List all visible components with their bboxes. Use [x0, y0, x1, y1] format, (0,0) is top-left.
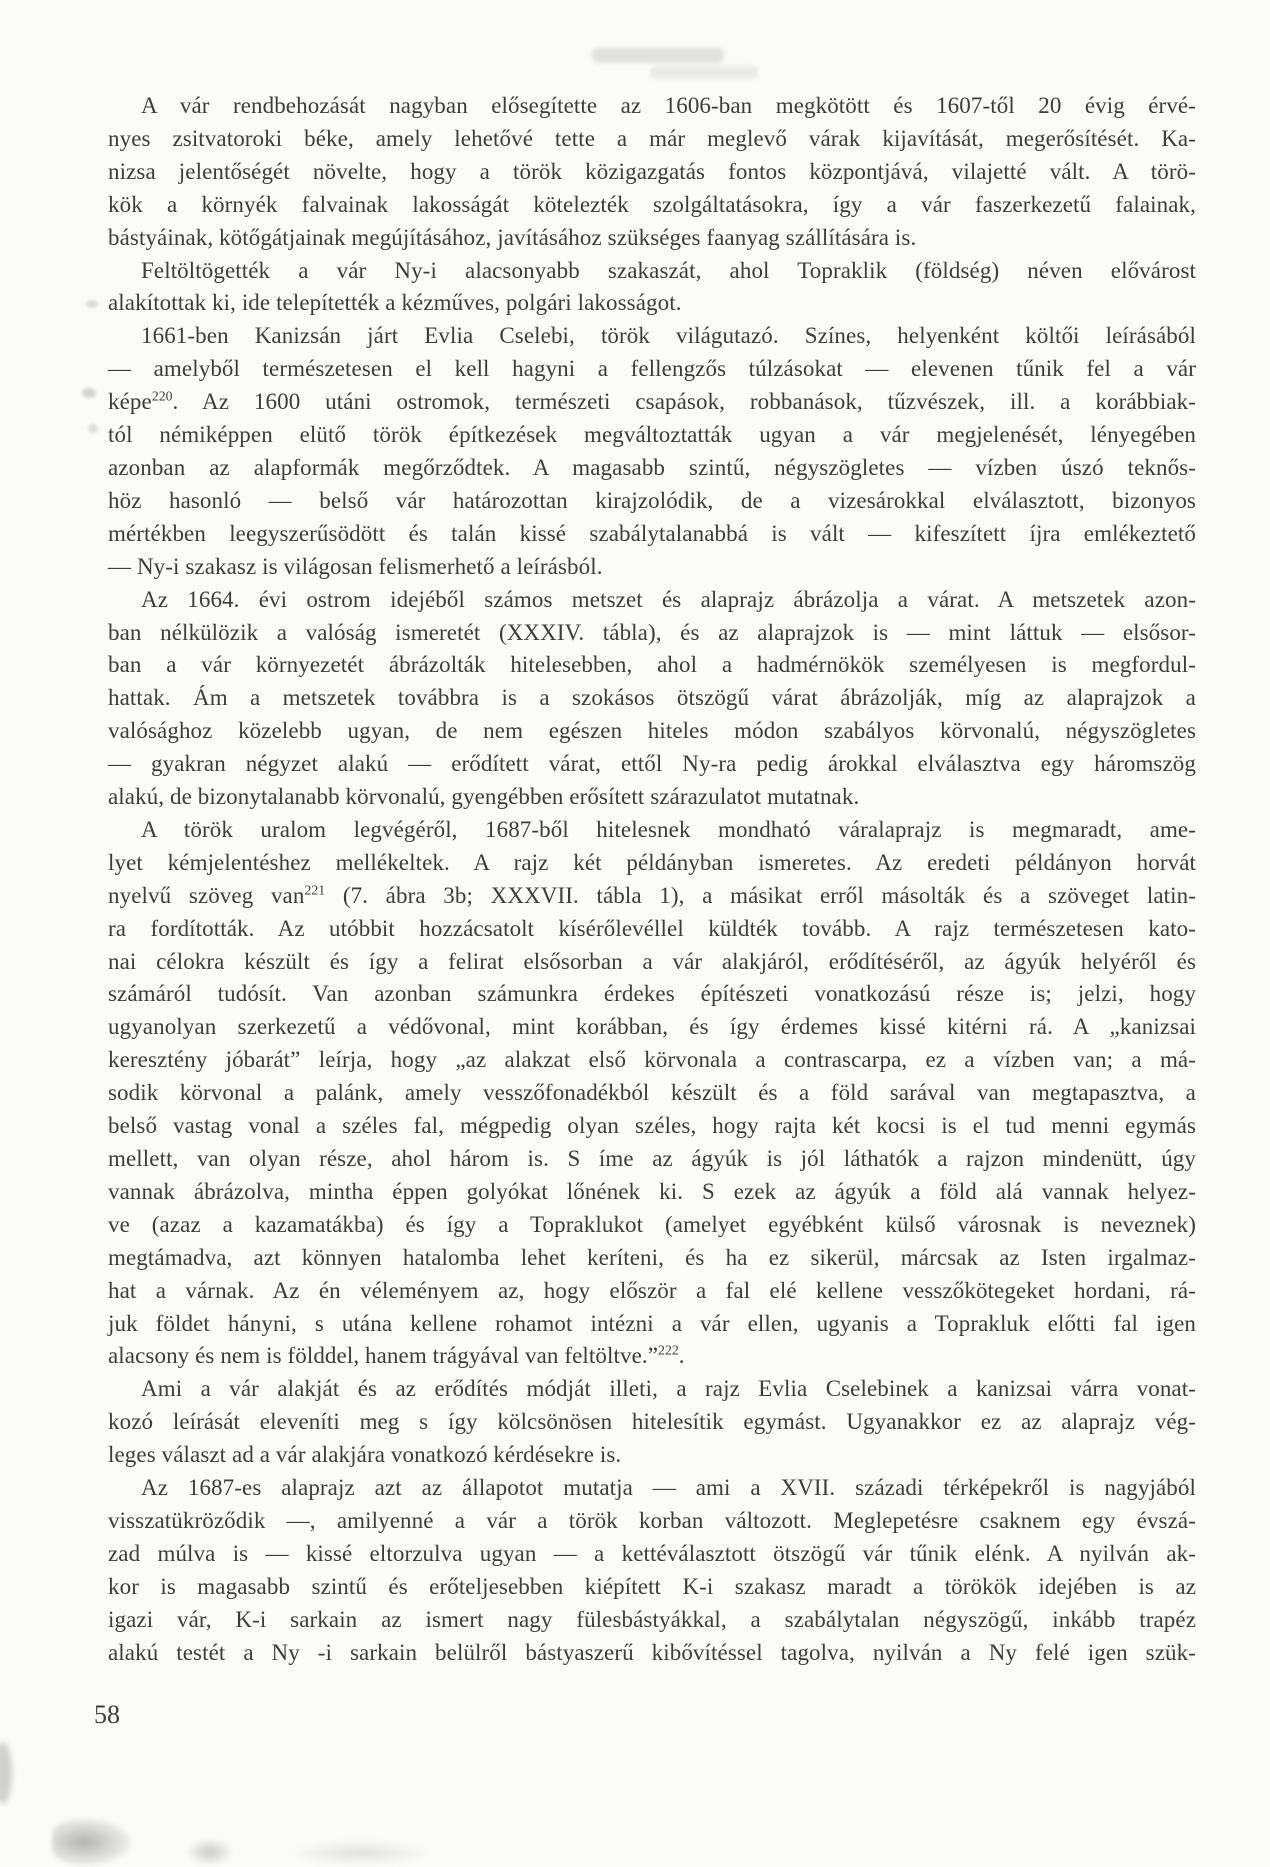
text-line: sodik körvonal a palánk, amely vesszőfonadékból készült és a föld sarával van megtapasztva, a: [108, 1080, 1196, 1106]
scan-smudge-bottom: [52, 1818, 132, 1866]
text-line: kök a környék falvainak lakosságát kötelezték szolgáltatásokra, így a vár faszerkezetű falainak,: [108, 191, 1196, 217]
text-line: azonban az alapformák megőrződtek. A magasabb szintű, négyszögletes — vízben úszó teknős-: [108, 454, 1196, 480]
text-line: juk földet hányni, s utána kellene rohamot intézni a vár ellen, ugyanis a Toprakluk előtti fal igen: [108, 1310, 1196, 1336]
footnote-marker: 220: [151, 388, 173, 404]
text-line: zad múlva is — kissé eltorzulva ugyan — a kettéválasztott ötszögű vár tűnik elénk. A nyilván ak-: [108, 1540, 1196, 1566]
text-line: igazi vár, K-i sarkain az ismert nagy fülesbástyákkal, a szabálytalan négyszögű, inkább trapéz: [108, 1606, 1196, 1632]
text-line: leges választ ad a vár alakjára vonatkozó kérdésekre is.: [108, 1442, 622, 1468]
scan-smudge-bottom: [288, 1840, 433, 1866]
page-number: 58: [94, 1700, 120, 1729]
text-line: Az 1687-es alaprajz azt az állapotot mutatja — ami a XVII. századi térképekről is nagyjából: [141, 1475, 1196, 1501]
scan-speck: [82, 388, 96, 398]
text-line: — amelyből természetesen el kell hagyni a fellengzős túlzásokat — elevenen tűnik fel a vár: [108, 356, 1196, 382]
text-line: alakítottak ki, ide telepítették a kézműves, polgári lakosságot.: [108, 290, 682, 316]
text-line: A török uralom legvégéről, 1687-ből hitelesnek mondható váralaprajz is megmaradt, ame-: [141, 816, 1196, 842]
scan-smudge-top: [592, 48, 724, 63]
text-line: bástyáinak, kötőgátjainak megújításához, javításához szükséges faanyag szállítására is.: [108, 224, 917, 250]
text-line: megtámadva, azt könnyen hatalomba lehet keríteni, és ha ez sikerül, márcsak az Isten irgalmaz-: [108, 1244, 1196, 1270]
text-line: alacsony és nem is földdel, hanem trágyával van feltöltve.”$^{222}$.: [108, 1342, 685, 1369]
scan-smudge-top: [650, 66, 758, 79]
text-line: nyelvű szöveg van$^{221}$ (7. ábra 3b; XXXVII. tábla 1), a másikat erről másolták és a szöveget latin-: [108, 882, 1197, 908]
text-line: vannak ábrázolva, mintha éppen golyókat lőnének ki. S ezek az ágyúk a föld alá vannak helyez-: [108, 1178, 1196, 1204]
text-line: mértékben leegyszerűsödött és talán kissé szabálytalanabbá is vált — kifeszített íjra emlékeztető: [108, 520, 1196, 546]
text-line: Feltöltögették a vár Ny-i alacsonyabb szakaszát, ahol Topraklik (földség) néven elővárost: [141, 257, 1196, 283]
text-line: nizsa jelentőségét növelte, hogy a török közigazgatás fontos központjává, vilajetté vált. A törö-: [108, 158, 1196, 184]
text-line: ban nélkülözik a valóság ismeretét (XXXIV. tábla), és az alaprajzok is — mint láttuk — elsősor-: [108, 619, 1196, 645]
text-line: keresztény jóbarát” leírja, hogy „az alakzat első körvonala a contrascarpa, ez a vízben van; a má-: [108, 1047, 1196, 1073]
footnote-marker: 222: [658, 1342, 679, 1358]
scan-speck: [88, 424, 98, 433]
text-line: ra fordították. Az utóbbit hozzácsatolt kísérőlevéllel küldték tovább. A rajz természetesen kato-: [108, 915, 1196, 941]
text-line: lyet kémjelentéshez mellékeltek. A rajz két példányban ismeretes. Az eredeti példányon horvát: [108, 849, 1196, 875]
text-line: alakú testét a Ny -i sarkain belülről bástyaszerű kibővítéssel tagolva, nyilván a Ny felé igen szük-: [108, 1639, 1196, 1665]
text-line: — Ny-i szakasz is világosan felismerhető a leírásból.: [108, 553, 603, 579]
text-line: höz hasonló — belső vár határozottan kirajzolódik, de a vizesárokkal elválasztott, bizonyos: [108, 487, 1196, 513]
text-line: visszatükröződik —, amilyenné a vár a török korban változott. Meglepetésre csaknem egy évszá-: [108, 1507, 1196, 1533]
scan-smudge-edge: [0, 1742, 12, 1804]
text-line: ugyanolyan szerkezetű a védővonal, mint korábban, és így érdemes kissé kitérni rá. A „kanizsai: [108, 1014, 1196, 1040]
text-line: valósághoz közelebb ugyan, de nem egészen hiteles módon szabályos körvonalú, négyszögletes: [108, 718, 1196, 744]
text-line: hat a várnak. Az én véleményem az, hogy először a fal elé kellene vesszőkötegeket hordani, rá-: [108, 1277, 1196, 1303]
text-line: belső vastag vonal a széles fal, mégpedig olyan széles, hogy rajta két kocsi is el tud menni egymás: [108, 1113, 1196, 1139]
text-line: számáról tudósít. Van azonban számunkra érdekes építészeti vonatkozású része is; jelzi, hogy: [108, 981, 1196, 1007]
text-line: kozó leírását eleveníti meg s így kölcsönösen hitelesítik egymást. Ugyanakkor ez az alaprajz vég-: [108, 1409, 1196, 1435]
footnote-marker: 221: [304, 882, 326, 898]
text-line: A vár rendbehozását nagyban elősegítette az 1606-ban megkötött és 1607-től 20 évig érvé-: [141, 93, 1196, 118]
text-line: — gyakran négyzet alakú — erődített várat, ettől Ny-ra pedig árokkal elválasztva egy háromszög: [108, 751, 1196, 777]
text-line: képe$^{220}$. Az 1600 utáni ostromok, természeti csapások, robbanások, tűzvészek, ill. a korábbiak-: [108, 388, 1196, 415]
text-line: ve (azaz a kazamatákba) és így a Topraklukot (amelyet egyébként külső városnak is neveznek): [108, 1211, 1196, 1237]
text-line: 1661-ben Kanizsán járt Evlia Cselebi, török világutazó. Színes, helyenként költői leírásából: [141, 323, 1196, 349]
text-line: tól némiképpen elütő török építkezések megváltoztatták ugyan a vár megjelenését, lényegében: [108, 422, 1196, 448]
text-line: mellett, van olyan része, ahol három is. S íme az ágyúk is jól láthatók a rajzon mindenütt, úgy: [108, 1146, 1196, 1171]
text-line: kor is magasabb szintű és erőteljesebben kiépített K-i szakasz maradt a törökök idejében is az: [108, 1573, 1196, 1599]
text-line: nai célokra készült és így a felirat elsősorban a vár alakjáról, erődítéséről, az ágyúk helyéről és: [108, 948, 1196, 974]
text-line: nyes zsitvatoroki béke, amely lehetővé tette a már meglevő várak kijavítását, megerősítését. Ka-: [108, 125, 1196, 151]
scan-smudge-bottom: [186, 1838, 234, 1866]
scan-speck: [86, 300, 98, 308]
text-line: Ami a vár alakját és az erődítés módját illeti, a rajz Evlia Cselebinek a kanizsai várra vonat-: [141, 1376, 1196, 1402]
text-line: Az 1664. évi ostrom idejéből számos metszet és alaprajz ábrázolja a várat. A metszetek azon-: [141, 586, 1196, 612]
text-line: alakú, de bizonytalanabb körvonalú, gyengébben erősített szárazulatot mutatnak.: [108, 784, 860, 810]
text-line: ban a vár környezetét ábrázolták hitelesebben, ahol a hadmérnökök személyesen is megfordul-: [108, 652, 1196, 678]
body-text: [108, 90, 1196, 1670]
text-line: hattak. Ám a metszetek továbbra is a szokásos ötszögű várat ábrázolják, míg az alaprajzok a: [108, 685, 1196, 711]
